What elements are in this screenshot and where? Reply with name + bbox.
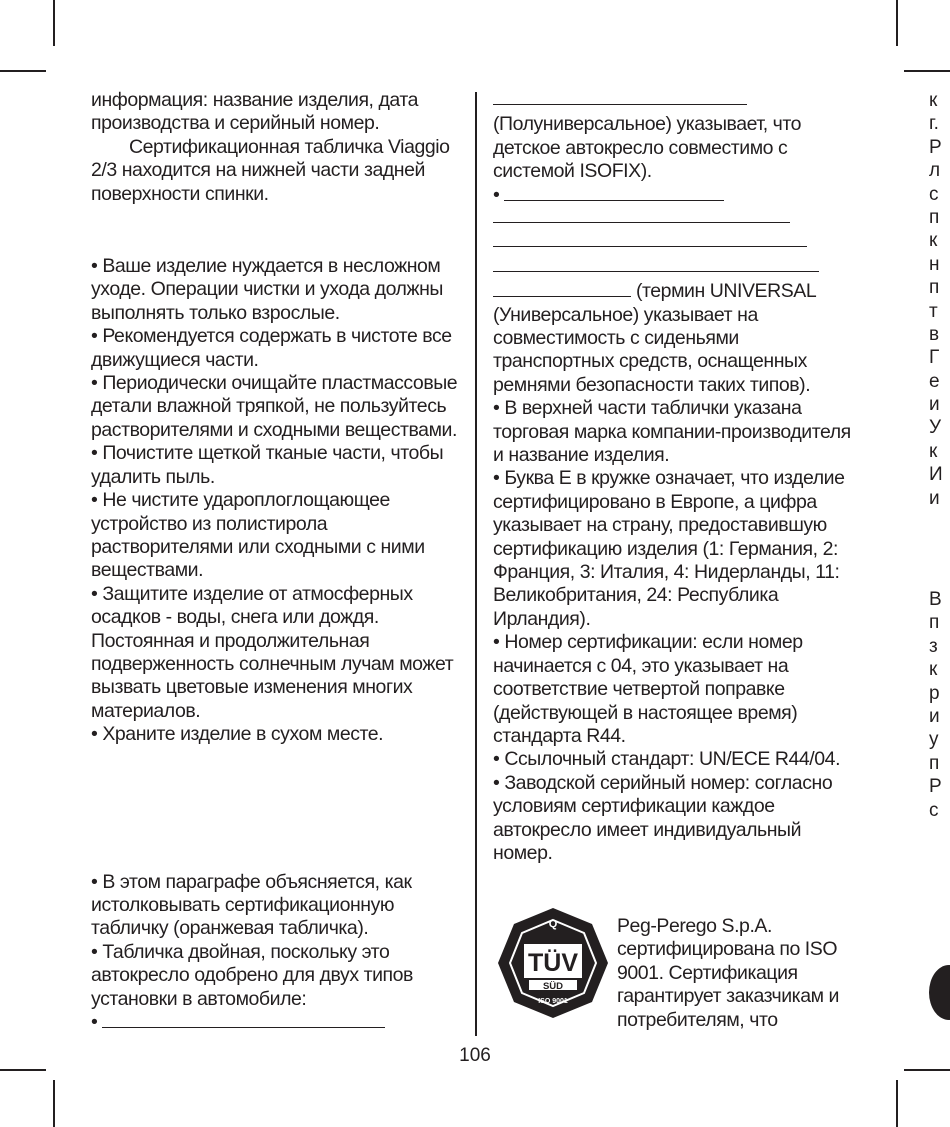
- edge-glyph: н: [929, 253, 940, 275]
- blank-line: [493, 231, 807, 247]
- crop-mark: [0, 1069, 46, 1071]
- edge-glyph: к: [929, 659, 938, 681]
- edge-glyph: у: [929, 729, 939, 751]
- edge-glyph: т: [929, 300, 938, 322]
- edge-glyph: Г: [929, 347, 940, 369]
- care-item: • Почистите щеткой тканые части, чтобы удалить пыль.: [91, 442, 444, 488]
- paragraph-info: информация: название изделия, дата производства и серийный номер.: [91, 89, 419, 135]
- edge-glyph: п: [929, 206, 940, 228]
- paragraph-label-location: Сертификационная табличка Viaggio 2/3 находится на нижней части задней поверхности спинки.: [91, 135, 450, 205]
- edge-glyph: И: [929, 464, 943, 486]
- edge-glyph: и: [929, 487, 940, 509]
- edge-glyph: к: [929, 440, 938, 462]
- tuv-certification-text: Peg-Perego S.p.A. сертифицирована по ISO 9001. Сертификация гарантирует заказчикам и потребителям, что: [617, 915, 839, 1031]
- middle-column: [493, 89, 863, 865]
- column-divider: [475, 92, 477, 1036]
- right-edge-text-bottom: [929, 588, 950, 822]
- logo-iso: ISO 9001: [538, 998, 568, 1005]
- blank-line: [504, 185, 724, 201]
- edge-glyph: п: [929, 612, 940, 634]
- label-item: • Ссылочный стандарт: UN/ECE R44/04.: [493, 748, 841, 771]
- edge-glyph: з: [929, 635, 938, 657]
- edge-glyph: с: [929, 183, 939, 205]
- crop-mark: [896, 0, 898, 46]
- edge-glyph: В: [929, 589, 942, 610]
- care-item: • Не чистите удароплоглощающее устройство из полистирола растворителями или сходными с ними веществами.: [91, 489, 425, 582]
- right-edge-text-top: [929, 89, 950, 510]
- blank-line: [493, 256, 819, 272]
- edge-glyph: и: [929, 705, 940, 727]
- tuv-sud-logo: [496, 906, 610, 1020]
- edge-tab-mark: [929, 965, 950, 1020]
- blank-line: [493, 207, 790, 223]
- crop-mark: [896, 1080, 898, 1127]
- care-item: • Защитите изделие от атмосферных осадков - воды, снега или дождя. Постоянная и продолжительная подверженность солнечным лучам может вызвать цветовые изменения многих материалов.: [91, 582, 454, 722]
- edge-glyph: к: [929, 230, 938, 252]
- edge-glyph: в: [929, 323, 940, 345]
- crop-mark: [53, 1080, 55, 1127]
- blank-line: [102, 1012, 385, 1028]
- care-item: • Храните изделие в сухом месте.: [91, 723, 384, 746]
- blank-line: [493, 281, 631, 297]
- edge-glyph: л: [929, 160, 941, 182]
- edge-glyph: п: [929, 277, 940, 299]
- crop-mark: [53, 0, 55, 46]
- edge-glyph: У: [929, 417, 942, 439]
- crop-mark: [904, 70, 950, 72]
- left-column: [91, 89, 461, 1034]
- edge-glyph: р: [929, 682, 940, 704]
- label-item: • Номер сертификации: если номер начинается с 04, это указывает на соответствие четвертой поправке (действующей в настоящее время) стандарта R44.: [493, 631, 803, 747]
- label-item: • В этом параграфе объясняется, как истолковывать сертификационную табличку (оранжевая табличка).: [91, 870, 412, 940]
- page-number: 106: [459, 1045, 491, 1066]
- logo-brand: TÜV: [528, 949, 578, 977]
- label-item: • Заводской серийный номер: согласно условиям сертификации каждое автокресло имеет индивидуальный номер.: [493, 771, 833, 864]
- logo-top-mark: Q: [548, 918, 558, 930]
- edge-glyph: и: [929, 394, 940, 416]
- edge-glyph: г.: [929, 113, 939, 135]
- edge-glyph: п: [929, 752, 940, 774]
- edge-glyph: с: [929, 799, 939, 821]
- edge-glyph: к: [929, 90, 938, 111]
- crop-mark: [904, 1069, 950, 1071]
- label-item: • Буква E в кружке означает, что изделие сертифицировано в Европе, а цифра указывает на страну, предоставившую сертификацию изделия (1: Германия, 2: Франция, 3: Италия, 4: Нидерланды, 11: Великобритания, 24: Республика Ирландия).: [493, 467, 845, 630]
- label-item: • В верхней части таблички указана торговая марка компании-производителя и название изделия.: [493, 397, 851, 467]
- blank-bullet: •: [91, 1011, 461, 1034]
- care-item: • Периодически очищайте пластмассовые детали влажной тряпкой, не пользуйтесь растворителями и сходными веществами.: [91, 372, 458, 441]
- edge-glyph: е: [929, 370, 940, 392]
- care-item: • Рекомендуется содержать в чистоте все движущиеся части.: [91, 325, 452, 371]
- blank-bullet: •: [493, 184, 863, 207]
- edge-glyph: Р: [929, 776, 942, 798]
- logo-sub: SÜD: [542, 981, 564, 992]
- blank-line: [493, 89, 747, 105]
- label-item: • Табличка двойная, поскольку это автокресло одобрено для двух типов установки в автомобиле:: [91, 940, 413, 1010]
- edge-glyph: Р: [929, 136, 942, 158]
- semi-universal-text: (Полуниверсальное) указывает, что детское автокресло совместимо с системой ISOFIX).: [493, 113, 801, 183]
- care-item: • Ваше изделие нуждается в несложном уходе. Операции чистки и ухода должны выполнять только взрослые.: [91, 255, 443, 324]
- crop-mark: [0, 70, 46, 72]
- universal-text: (термин UNIVERSAL (Универсальное) указывает на совместимость с сиденьями транспортных средств, оснащенных ремнями безопасности таких типов).: [493, 280, 816, 396]
